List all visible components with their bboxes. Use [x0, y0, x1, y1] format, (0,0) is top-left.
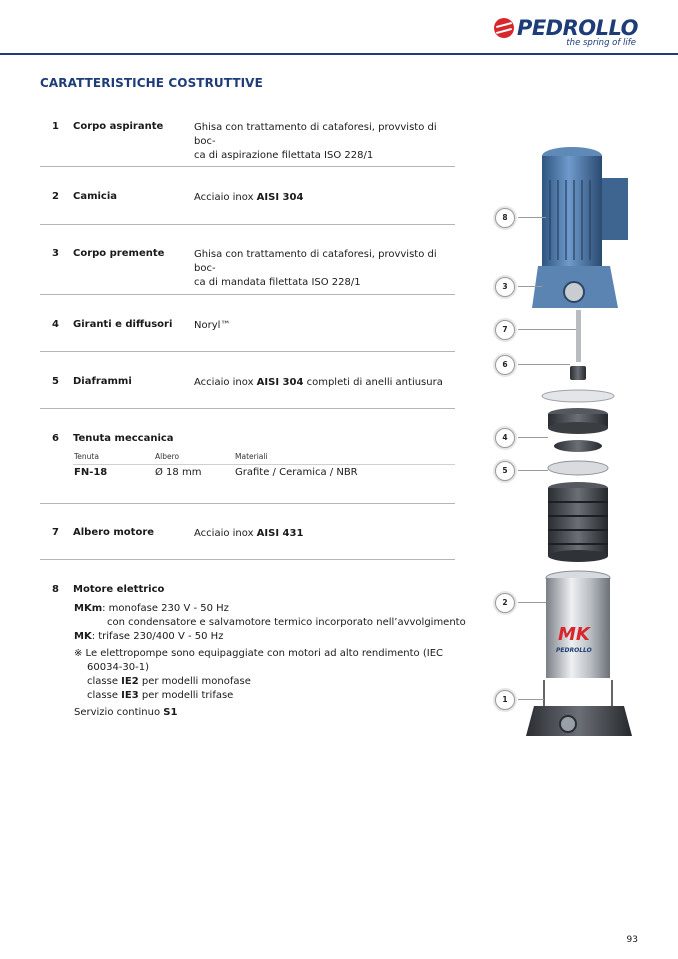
- pump-brand-label: PEDROLLO: [556, 647, 592, 654]
- component-number: 1: [52, 121, 59, 132]
- component-desc: [194, 248, 459, 290]
- component-name: Camicia: [73, 191, 118, 202]
- class-text: classe: [87, 676, 122, 687]
- pedrollo-logo: [498, 14, 638, 50]
- seal-header-materiali: Materiali: [235, 452, 268, 461]
- motor-part: [532, 147, 628, 308]
- callout-5: 5: [495, 461, 515, 481]
- seal-table-rule: [73, 464, 455, 465]
- component-name: Corpo premente: [73, 248, 165, 259]
- seal-materials: Grafite / Ceramica / NBR: [235, 467, 358, 478]
- component-number: 2: [52, 191, 59, 202]
- brand-tagline: the spring of life: [566, 38, 636, 48]
- component-desc: Noryl™: [194, 320, 231, 331]
- desc-bold: AISI 431: [256, 528, 304, 539]
- pump-exploded-illustration: [520, 140, 640, 750]
- callout-leader: [518, 602, 546, 603]
- class-bold: IE2: [121, 676, 139, 687]
- callout-2: 2: [495, 593, 515, 613]
- component-name: Corpo aspirante: [73, 121, 164, 132]
- duty-text: Servizio continuo: [74, 707, 164, 718]
- diaphragm-top-part: [542, 390, 614, 402]
- component-name: Motore elettrico: [73, 584, 165, 595]
- pedrollo-logo-icon: [494, 18, 514, 38]
- callout-leader: [518, 437, 548, 438]
- component-number: 4: [52, 319, 59, 330]
- callout-1: 1: [495, 690, 515, 710]
- desc-text: Acciaio inox: [194, 192, 257, 203]
- motor-mk: [74, 630, 223, 644]
- callout-leader: [518, 217, 546, 218]
- section-title: CARATTERISTICHE COSTRUTTIVE: [40, 76, 263, 90]
- mk-label: MK: [74, 631, 92, 642]
- class-text: per modelli monofase: [138, 676, 251, 687]
- page-number: 93: [626, 935, 638, 945]
- impeller-part: [548, 408, 608, 452]
- component-number: 8: [52, 584, 59, 595]
- seal-header-tenuta: Tenuta: [74, 452, 99, 461]
- callout-leader: [518, 699, 544, 700]
- class-bold: IE3: [121, 690, 139, 701]
- component-name: Diaframmi: [73, 376, 132, 387]
- header-rule: [0, 53, 678, 55]
- desc-line: Ghisa con trattamento di cataforesi, provvisto di boc-: [194, 122, 437, 147]
- row-separator: [40, 503, 455, 504]
- motor-class-ie2: [87, 675, 251, 689]
- callout-leader: [518, 364, 570, 365]
- brand-name: PEDROLLO: [516, 16, 638, 40]
- component-desc: [194, 121, 459, 163]
- desc-text: Acciaio inox: [194, 528, 257, 539]
- duty-bold: S1: [163, 707, 178, 718]
- seal-part: [570, 366, 586, 380]
- row-separator: [40, 224, 455, 225]
- stage-stack-part: [548, 482, 608, 562]
- desc-line: Ghisa con trattamento di cataforesi, provvisto di boc-: [194, 249, 437, 274]
- seal-code: FN-18: [74, 467, 108, 478]
- desc-bold: AISI 304: [256, 192, 304, 203]
- callout-7: 7: [495, 320, 515, 340]
- component-desc: [194, 527, 459, 541]
- mkm-label: MKm: [74, 603, 103, 614]
- callout-3: 3: [495, 277, 515, 297]
- row-separator: [40, 559, 455, 560]
- desc-text: Acciaio inox: [194, 377, 257, 388]
- component-desc: [194, 376, 459, 390]
- callout-leader: [518, 286, 542, 287]
- diaphragm-part: [548, 461, 608, 475]
- desc-line: ca di mandata filettata ISO 228/1: [194, 277, 361, 288]
- sleeve-part: [546, 571, 610, 678]
- class-text: classe: [87, 690, 122, 701]
- component-number: 6: [52, 433, 59, 444]
- desc-text: completi di anelli antiusura: [303, 377, 443, 388]
- row-separator: [40, 294, 455, 295]
- motor-duty: [74, 706, 177, 720]
- component-name: Tenuta meccanica: [73, 433, 174, 444]
- callout-leader: [518, 470, 548, 471]
- row-separator: [40, 166, 455, 167]
- base-part: [526, 680, 632, 736]
- motor-class-ie3: [87, 689, 233, 703]
- row-separator: [40, 408, 455, 409]
- motor-mkm: [74, 602, 229, 616]
- component-name: Albero motore: [73, 527, 155, 538]
- motor-note-line1: ※ Le elettropompe sono equipaggiate con motori ad alto rendimento (IEC: [74, 648, 443, 659]
- callout-4: 4: [495, 428, 515, 448]
- seal-header-albero: Albero: [155, 452, 180, 461]
- component-name: Giranti e diffusori: [73, 319, 173, 330]
- component-number: 7: [52, 527, 59, 538]
- desc-line: ca di aspirazione filettata ISO 228/1: [194, 150, 374, 161]
- pump-model-label: MK: [558, 624, 590, 645]
- component-number: 5: [52, 376, 59, 387]
- class-text: per modelli trifase: [138, 690, 234, 701]
- component-number: 3: [52, 248, 59, 259]
- motor-note-line2: 60034-30-1): [87, 662, 150, 673]
- row-separator: [40, 351, 455, 352]
- mkm-text: : monofase 230 V - 50 Hz: [102, 603, 229, 614]
- seal-shaft: Ø 18 mm: [155, 467, 202, 478]
- mk-text: : trifase 230/400 V - 50 Hz: [91, 631, 224, 642]
- callout-8: 8: [495, 208, 515, 228]
- component-desc: [194, 191, 459, 205]
- motor-mkm-detail: con condensatore e salvamotore termico incorporato nell’avvolgimento: [107, 617, 466, 628]
- callout-leader: [518, 329, 576, 330]
- callout-6: 6: [495, 355, 515, 375]
- desc-bold: AISI 304: [256, 377, 304, 388]
- shaft-part: [576, 310, 581, 362]
